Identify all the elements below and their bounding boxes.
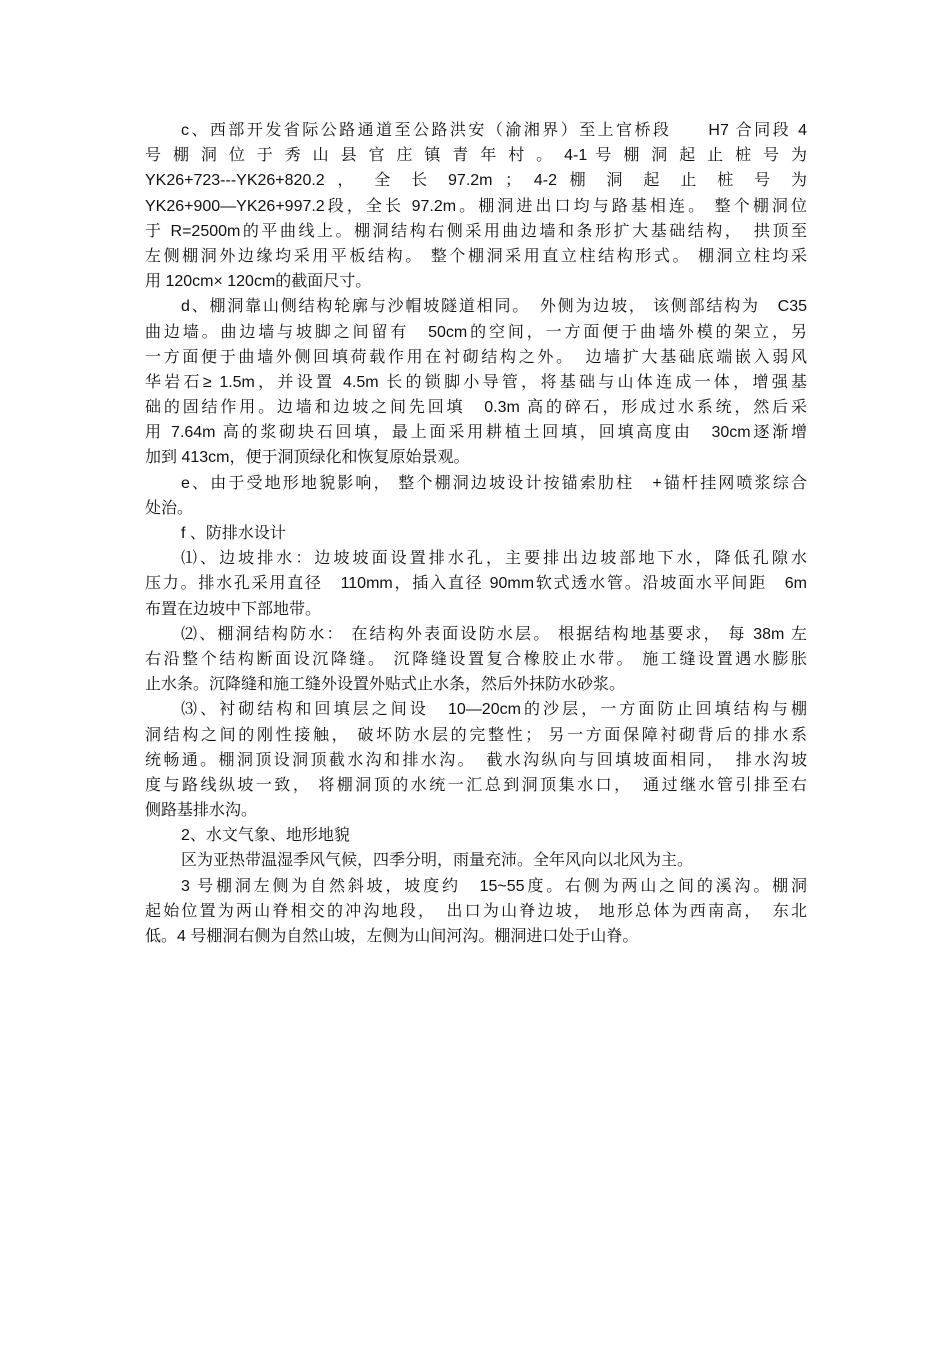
paragraph [145, 622, 807, 698]
text-line: 用 120cm× 120cm的截面尺寸。 [145, 273, 372, 291]
text-line: 础的固结作用。边墙和边坡之间先回填 0.3m 高的碎石，形成过水系统，然后采 [145, 399, 807, 417]
document-body [145, 118, 807, 949]
paragraph [145, 118, 807, 294]
text-line: ⑶、衬砌结构和回填层之间设 10—20cm的沙层，一方面防止回填结构与棚 [181, 701, 807, 719]
text-line: YK26+900—YK26+997.2段，全长 97.2m。棚洞进出口均与路基相连。 整个棚洞位 [145, 197, 807, 215]
text-line: ⑵、棚洞结构防水： 在结构外表面设防水层。 根据结构地基要求， 每 38m 左 [181, 625, 807, 643]
text-line: 左侧棚洞外边缘均采用平板结构。 整个棚洞采用直立柱结构形式。 棚洞立柱均采 [145, 247, 807, 265]
text-line: 压力。排水孔采用直径 110mm，插入直径 90mm软式透水管。沿坡面水平间距 6m [145, 575, 807, 593]
text-line: 3 号棚洞左侧为自然斜坡，坡度约 15~55度。右侧为两山之间的溪沟。棚洞 [181, 877, 807, 895]
paragraph [145, 521, 807, 546]
text-line: 布置在边坡中下部地带。 [145, 600, 322, 618]
text-line: d、棚洞靠山侧结构轮廓与沙帽坡隧道相同。 外侧为边坡， 该侧部结构为 C35 [181, 298, 807, 316]
paragraph [145, 546, 807, 622]
text-line: 右沿整个结构断面设沉降缝。 沉降缝设置复合橡胶止水带。 施工缝设置遇水膨胀 [145, 650, 807, 668]
paragraph [145, 823, 807, 848]
text-line: 处治。 [145, 499, 194, 517]
text-line: 侧路基排水沟。 [145, 802, 258, 820]
text-line: 区为亚热带温湿季风气候，四季分明，雨量充沛。全年风向以北风为主。 [181, 852, 694, 870]
paragraph [145, 874, 807, 950]
text-line: ⑴、边坡排水：边坡坡面设置排水孔，主要排出边坡部地下水，降低孔隙水 [181, 550, 807, 568]
text-line: 洞结构之间的刚性接触， 破坏防水层的完整性； 另一方面保障衬砌背后的排水系 [145, 726, 807, 744]
text-line: f 、防排水设计 [181, 525, 286, 542]
text-line: c、西部开发省际公路通道至公路洪安（渝湘界）至上官桥段 H7 合同段 4 [181, 122, 807, 139]
text-line: 度与路线纵坡一致， 将棚洞顶的水统一汇总到洞顶集水口， 通过继水管引排至右 [145, 776, 807, 794]
text-line: 止水条。沉降缝和施工缝外设置外贴式止水条，然后外抹防水砂浆。 [145, 676, 626, 694]
paragraph [145, 294, 807, 470]
paragraph [145, 848, 807, 873]
text-line: 统畅通。棚洞顶设洞顶截水沟和排水沟。 截水沟纵向与回填坡面相同， 排水沟坡 [145, 751, 807, 769]
paragraph [145, 697, 807, 823]
text-line: YK26+723---YK26+820.2 ， 全 长 97.2m ； 4-2 棚 洞 起 止 桩 号 为 [145, 172, 807, 190]
text-line: 用 7.64m 高的浆砌块石回填，最上面采用耕植土回填，回填高度由 30cm逐渐增 [145, 424, 807, 442]
text-line: 2、水文气象、地形地貌 [181, 827, 350, 845]
paragraph [145, 471, 807, 521]
text-line: e、由于受地形地貌影响， 整个棚洞边坡设计按锚索肋柱 +锚杆挂网喷浆综合 [181, 474, 807, 492]
text-line: 一方面便于曲墙外侧回填荷载作用在衬砌结构之外。 边墙扩大基础底端嵌入弱风 [145, 348, 807, 366]
text-line: 加到 413cm，便于洞顶绿化和恢复原始景观。 [145, 449, 470, 467]
text-line: 曲边墙。曲边墙与坡脚之间留有 50cm的空间，一方面便于曲墙外模的架立，另 [145, 323, 807, 341]
text-line: 华岩石≥ 1.5m，并设置 4.5m 长的锁脚小导管，将基础与山体连成一体，增强基 [145, 373, 807, 391]
text-line: 起始位置为两山脊相交的冲沟地段， 出口为山脊边坡， 地形总体为西南高， 东北 [145, 902, 807, 920]
text-line: 低。4 号棚洞右侧为自然山坡，左侧为山间河沟。棚洞进口处于山脊。 [145, 928, 639, 945]
text-line: 于 R=2500m的平曲线上。棚洞结构右侧采用曲边墙和条形扩大基础结构， 拱顶至 [145, 222, 807, 240]
text-line: 号 棚 洞 位 于 秀 山 县 官 庄 镇 青 年 村 。 4-1 号 棚 洞 起 止 桩 号 为 [145, 147, 807, 165]
